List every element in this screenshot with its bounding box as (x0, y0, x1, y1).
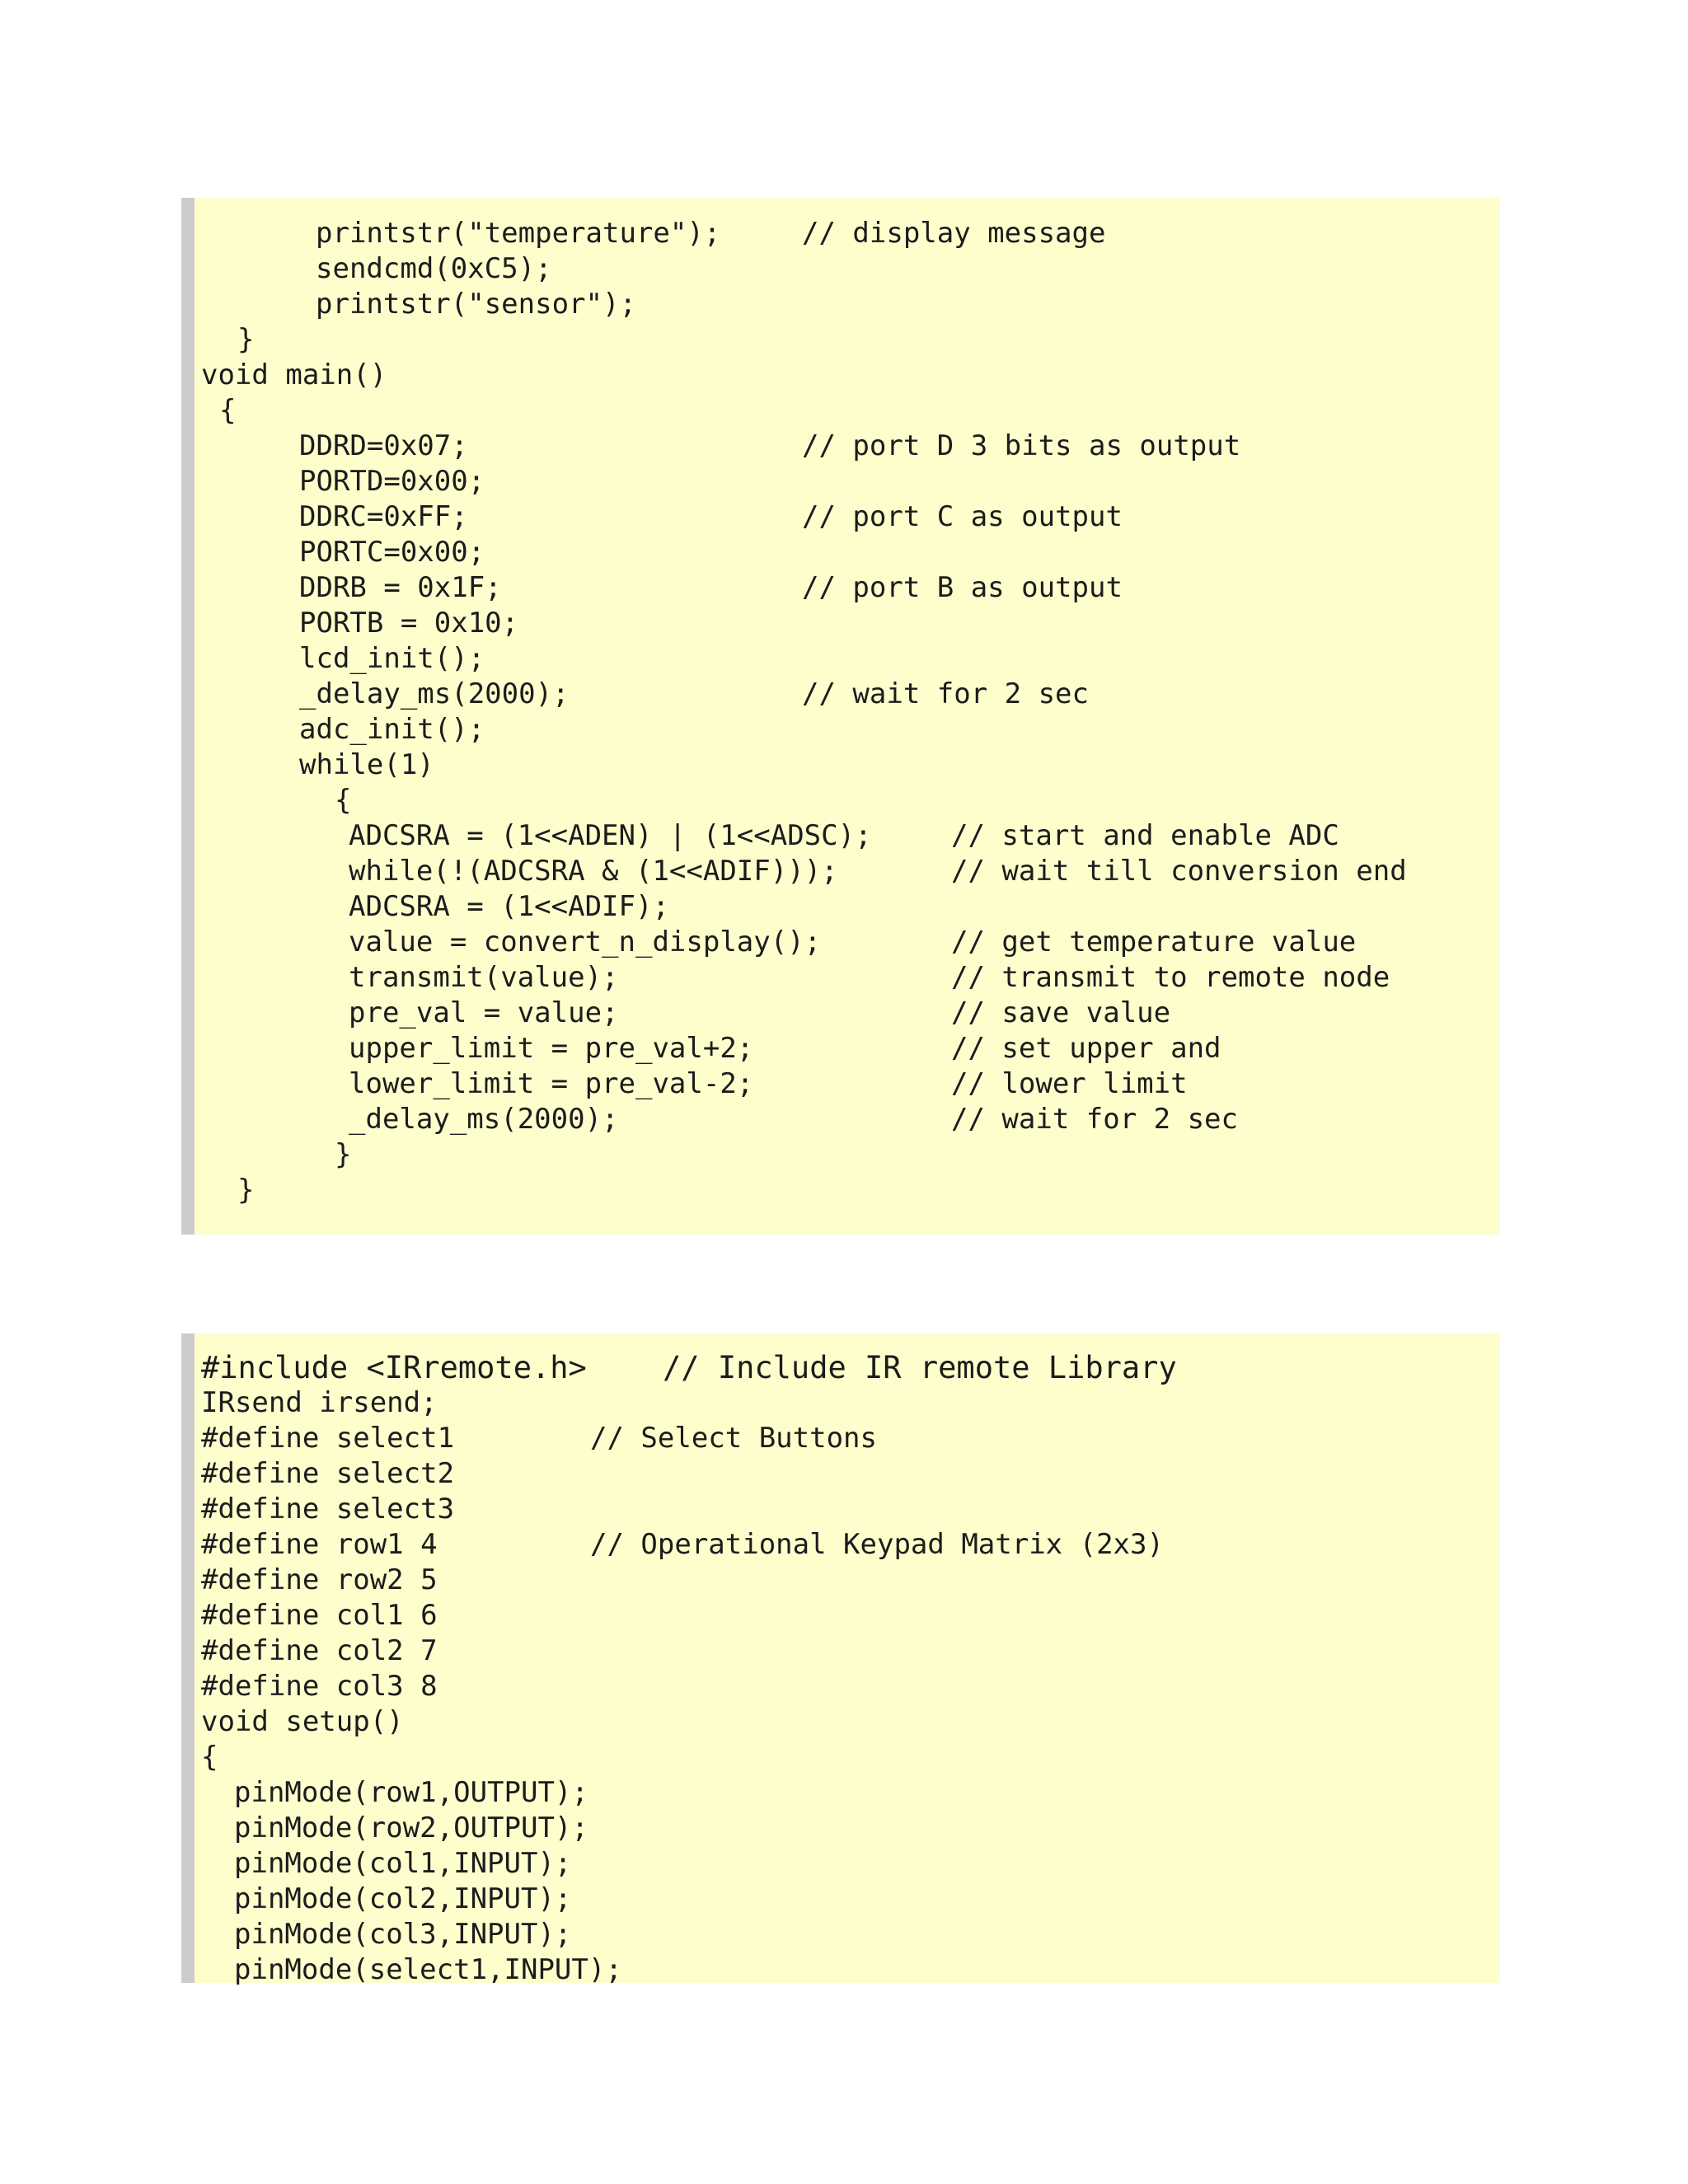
code-text: #define col3 8 (201, 1670, 438, 1703)
code-text: printstr("sensor"); (316, 288, 636, 321)
code-line (195, 570, 1500, 606)
code-text: ADCSRA = (1<<ADIF); (349, 890, 669, 923)
code-line (195, 1527, 1500, 1563)
code-line (195, 1917, 1500, 1952)
code-line (195, 1385, 1500, 1421)
code-comment: // port B as output (802, 571, 1123, 604)
code-text: #define row1 4 (201, 1528, 438, 1561)
code-line (195, 1350, 1500, 1385)
code-line (195, 1421, 1500, 1456)
code-comment: // save value (951, 996, 1171, 1029)
code-text: lcd_init(); (299, 642, 485, 675)
code-text: adc_init(); (299, 713, 485, 746)
code-line (195, 1669, 1500, 1704)
code-text: void main() (201, 359, 387, 391)
code-line (195, 287, 1500, 322)
code-text: sendcmd(0xC5); (316, 252, 552, 285)
code-text: pinMode(row2,OUTPUT); (234, 1811, 588, 1844)
code-line (195, 925, 1500, 960)
code-line (195, 322, 1500, 358)
code-line (195, 889, 1500, 925)
code-block-2 (181, 1333, 1500, 1986)
code-comment: // wait till conversion end (951, 855, 1407, 888)
code-text: pinMode(row1,OUTPUT); (234, 1776, 588, 1809)
code-line (195, 1846, 1500, 1882)
code-text: _delay_ms(2000); (349, 1103, 619, 1136)
code-text: pinMode(col3,INPUT); (234, 1918, 572, 1951)
code-line (195, 783, 1500, 818)
code-line (195, 712, 1500, 748)
code-line (195, 464, 1500, 499)
code-line (195, 1633, 1500, 1669)
code-line (195, 996, 1500, 1031)
code-text: DDRC=0xFF; (299, 500, 468, 533)
code-comment: // Select Buttons (590, 1422, 877, 1455)
code-comment: // display message (802, 217, 1106, 250)
code-text: #define select3 (201, 1493, 455, 1526)
code-text: #define select1 (201, 1422, 455, 1455)
code-text: printstr("temperature"); (316, 217, 721, 250)
code-line (195, 1811, 1500, 1846)
code-comment: // get temperature value (951, 926, 1357, 958)
code-line (195, 1137, 1500, 1173)
code-line (195, 393, 1500, 429)
code-line (195, 1456, 1500, 1492)
code-text: upper_limit = pre_val+2; (349, 1032, 754, 1065)
code-comment: // wait for 2 sec (802, 677, 1089, 710)
code-text: transmit(value); (349, 961, 619, 994)
code-text: while(!(ADCSRA & (1<<ADIF))); (349, 855, 838, 888)
code-text: #define row2 5 (201, 1563, 438, 1596)
code-line (195, 641, 1500, 677)
code-text: } (237, 323, 255, 356)
code-comment: // wait for 2 sec (951, 1103, 1238, 1136)
code-line (195, 1775, 1500, 1811)
code-line (195, 1704, 1500, 1740)
code-text: #define select2 (201, 1457, 455, 1490)
code-line (195, 1740, 1500, 1775)
code-text: void setup() (201, 1705, 404, 1738)
code-text: PORTB = 0x10; (299, 607, 519, 640)
code-text: { (335, 784, 352, 817)
code-line (195, 1173, 1500, 1208)
code-line (195, 854, 1500, 889)
code-text: DDRD=0x07; (299, 429, 468, 462)
code-comment: // port D 3 bits as output (802, 429, 1241, 462)
code-comment: // transmit to remote node (951, 961, 1390, 994)
code-line (195, 1102, 1500, 1137)
code-text: while(1) (299, 748, 434, 781)
code-text: DDRB = 0x1F; (299, 571, 502, 604)
code-line (195, 429, 1500, 464)
code-line (195, 358, 1500, 393)
code-text: } (335, 1138, 352, 1171)
code-comment: // Include IR remote Library (663, 1350, 1177, 1385)
code-text: IRsend irsend; (201, 1386, 438, 1419)
code-text: value = convert_n_display(); (349, 926, 822, 958)
code-text: { (201, 1741, 218, 1774)
code-text: pinMode(col1,INPUT); (234, 1847, 572, 1880)
code-text: pinMode(select1,INPUT); (234, 1953, 622, 1986)
code-line (195, 251, 1500, 287)
code-text: ADCSRA = (1<<ADEN) | (1<<ADSC); (349, 819, 872, 852)
code-text: #include <IRremote.h> (201, 1350, 587, 1385)
code-line (195, 960, 1500, 996)
code-line (195, 1031, 1500, 1066)
code-text: lower_limit = pre_val-2; (349, 1067, 754, 1100)
code-text: pinMode(col2,INPUT); (234, 1882, 572, 1915)
code-line (195, 1563, 1500, 1598)
code-text: #define col1 6 (201, 1599, 438, 1632)
code-block-1 (181, 198, 1500, 1235)
code-comment: // port C as output (802, 500, 1123, 533)
code-comment: // Operational Keypad Matrix (2x3) (590, 1528, 1164, 1561)
code-comment: // lower limit (951, 1067, 1188, 1100)
code-text: { (219, 394, 237, 427)
code-line (195, 677, 1500, 712)
code-line (195, 818, 1500, 854)
code-text: } (237, 1174, 255, 1207)
code-line (195, 499, 1500, 535)
code-text: pre_val = value; (349, 996, 619, 1029)
code-line (195, 1882, 1500, 1917)
code-line (195, 216, 1500, 251)
code-text: PORTC=0x00; (299, 536, 485, 569)
code-line (195, 1066, 1500, 1102)
code-text: _delay_ms(2000); (299, 677, 570, 710)
code-line (195, 1598, 1500, 1633)
code-line (195, 1492, 1500, 1527)
code-line (195, 1952, 1500, 1988)
code-text: #define col2 7 (201, 1634, 438, 1667)
code-line (195, 748, 1500, 783)
code-comment: // set upper and (951, 1032, 1221, 1065)
code-comment: // start and enable ADC (951, 819, 1339, 852)
code-line (195, 535, 1500, 570)
code-line (195, 606, 1500, 641)
code-text: PORTD=0x00; (299, 465, 485, 498)
